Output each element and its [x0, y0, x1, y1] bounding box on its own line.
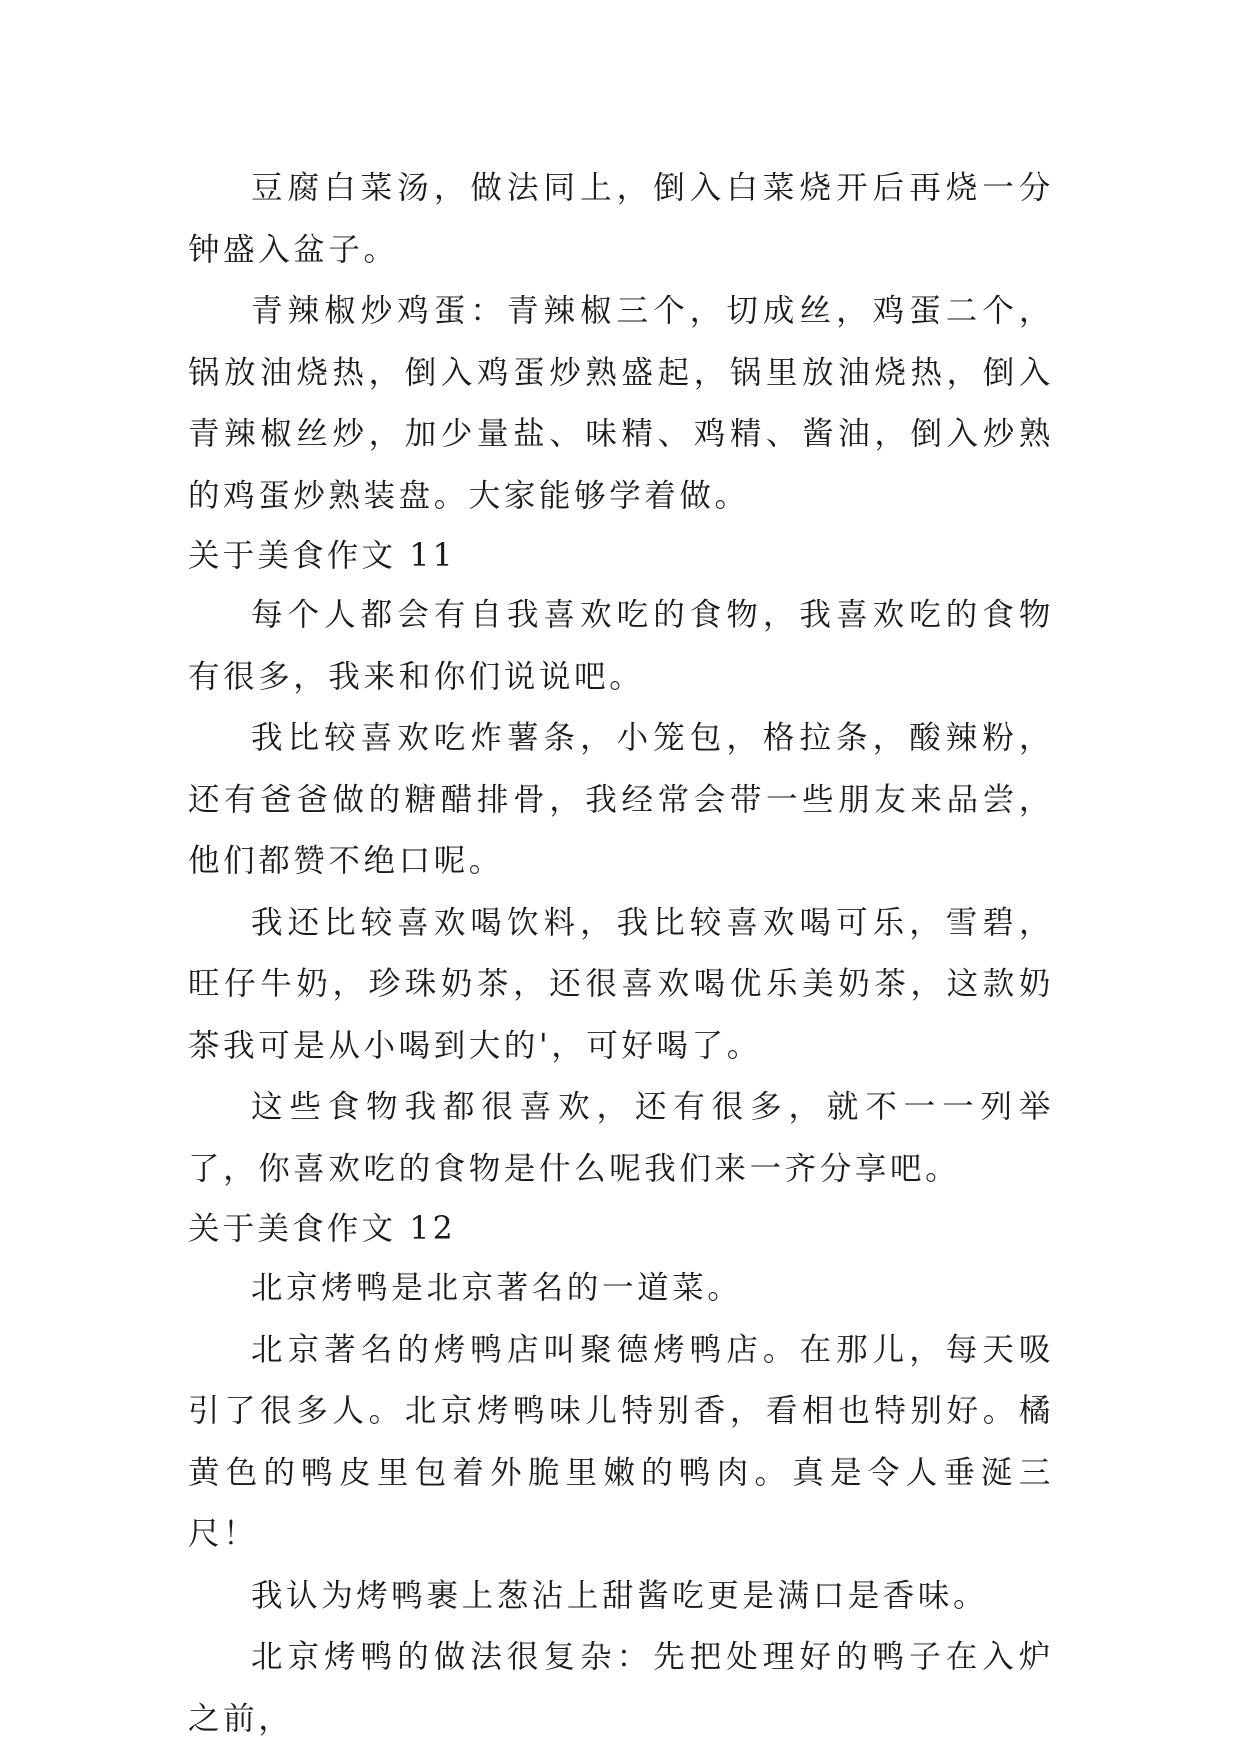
section-heading: 关于美食作文 11 [188, 538, 456, 574]
paragraph: 豆腐白菜汤，做法同上，倒入白菜烧开后再烧一分钟盛入盆子。 [188, 170, 1054, 268]
section-heading: 关于美食作文 12 [188, 1211, 456, 1247]
document-body [188, 158, 1054, 1750]
paragraph: 每个人都会有自我喜欢吃的食物，我喜欢吃的食物有很多，我来和你们说说吧。 [188, 597, 1054, 695]
paragraph: 青辣椒炒鸡蛋：青辣椒三个，切成丝，鸡蛋二个，锅放油烧热，倒入鸡蛋炒熟盛起，锅里放油烧热，倒入青辣椒丝炒，加少量盐、味精、鸡精、酱油，倒入炒熟的鸡蛋炒熟装盘。大家能够学着做。 [188, 293, 1054, 514]
paragraph: 这些食物我都很喜欢，还有很多，就不一一列举了，你喜欢吃的食物是什么呢我们来一齐分享吧。 [188, 1089, 1054, 1187]
paragraph: 北京著名的烤鸭店叫聚德烤鸭店。在那儿，每天吸引了很多人。北京烤鸭味儿特别香，看相也特别好。橘黄色的鸭皮里包着外脆里嫩的鸭肉。真是令人垂涎三尺！ [188, 1331, 1054, 1552]
paragraph: 我比较喜欢吃炸薯条，小笼包，格拉条，酸辣粉，还有爸爸做的糖醋排骨，我经常会带一些朋友来品尝，他们都赞不绝口呢。 [188, 720, 1054, 879]
paragraph: 我还比较喜欢喝饮料，我比较喜欢喝可乐，雪碧，旺仔牛奶，珍珠奶茶，还很喜欢喝优乐美奶茶，这款奶茶我可是从小喝到大的'，可好喝了。 [188, 904, 1054, 1064]
paragraph: 北京烤鸭是北京著名的一道菜。 [251, 1270, 743, 1306]
paragraph: 我认为烤鸭裹上葱沾上甜酱吃更是满口是香味。 [251, 1577, 989, 1614]
paragraph: 北京烤鸭的做法很复杂：先把处理好的鸭子在入炉之前， [188, 1639, 1054, 1737]
